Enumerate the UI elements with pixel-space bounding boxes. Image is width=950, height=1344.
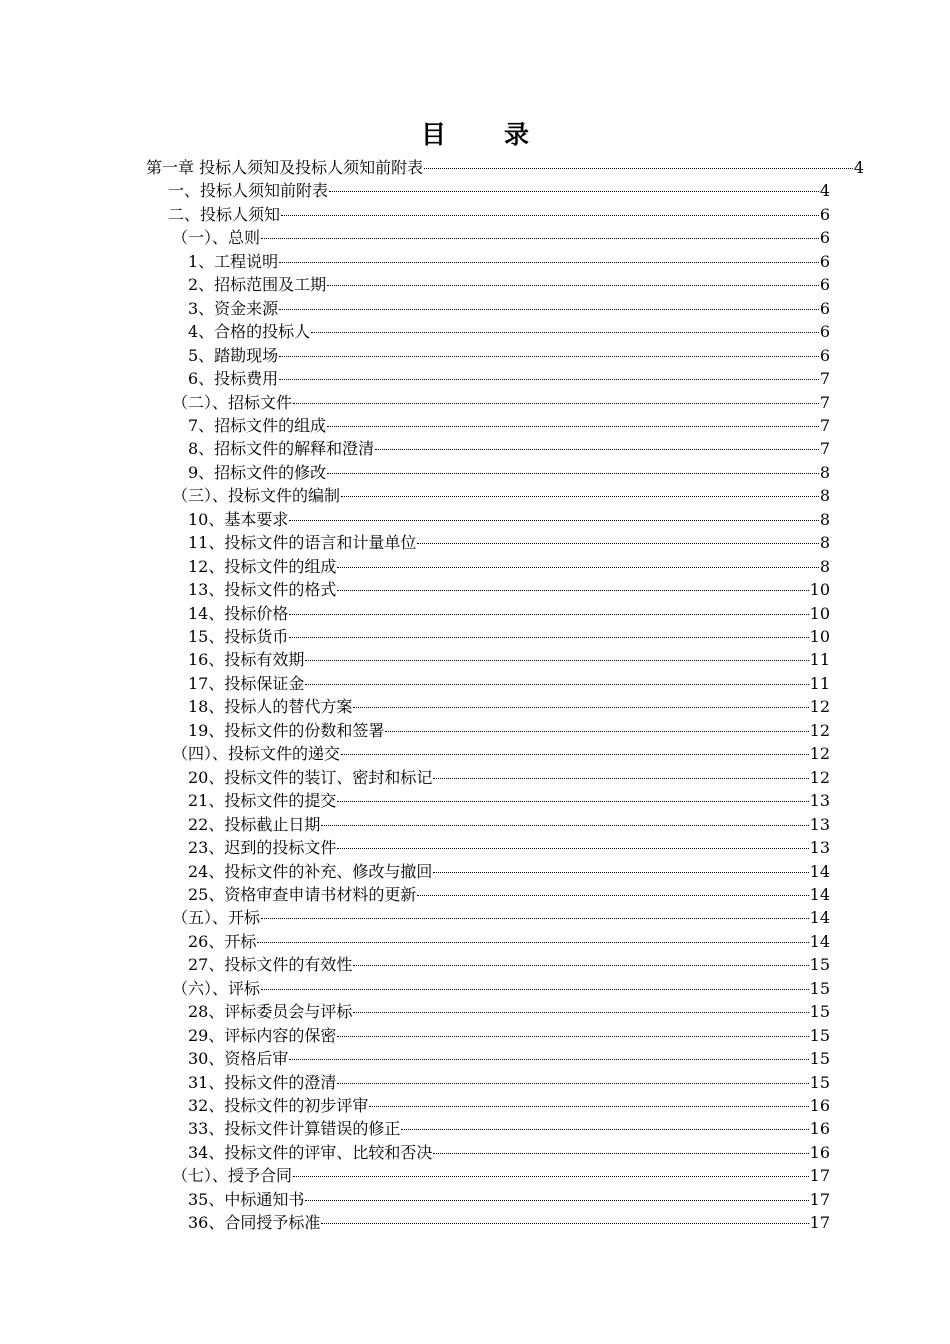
toc-entry-label: 2、招标范围及工期 bbox=[188, 275, 327, 295]
toc-entry-label: 5、踏勘现场 bbox=[188, 345, 279, 365]
toc-entry-label: 13、投标文件的格式 bbox=[188, 580, 337, 600]
toc-entry[interactable] bbox=[188, 695, 830, 718]
toc-entry-page-number: 4 bbox=[819, 181, 830, 201]
toc-entry[interactable] bbox=[172, 226, 830, 249]
toc-entry[interactable] bbox=[188, 1141, 830, 1164]
dot-leader bbox=[289, 520, 818, 521]
dot-leader bbox=[321, 1223, 808, 1224]
toc-entry[interactable] bbox=[188, 1000, 830, 1023]
toc-entry-page-number: 8 bbox=[819, 556, 830, 576]
toc-entry-page-number: 15 bbox=[809, 1072, 830, 1092]
toc-entry-page-number: 14 bbox=[809, 861, 830, 881]
toc-entry[interactable] bbox=[188, 1188, 830, 1211]
dot-leader bbox=[279, 309, 819, 310]
toc-entry-page-number: 17 bbox=[809, 1166, 830, 1186]
dot-leader bbox=[311, 332, 819, 333]
toc-entry-label: 35、中标通知书 bbox=[188, 1189, 305, 1209]
toc-entry[interactable] bbox=[172, 484, 830, 507]
toc-entry-label: 6、投标费用 bbox=[188, 369, 279, 389]
toc-entry-label: 22、投标截止日期 bbox=[188, 814, 321, 834]
toc-entry-page-number: 13 bbox=[809, 838, 830, 858]
toc-entry-label: 1、工程说明 bbox=[188, 251, 279, 271]
toc-entry-page-number: 8 bbox=[819, 509, 830, 529]
toc-entry[interactable] bbox=[172, 391, 830, 414]
toc-entry-label: 28、评标委员会与评标 bbox=[188, 1002, 353, 1022]
toc-entry-page-number: 7 bbox=[819, 369, 830, 389]
toc-entry-label: 7、招标文件的组成 bbox=[188, 415, 327, 435]
toc-entry[interactable] bbox=[188, 531, 830, 554]
toc-entry-label: 25、资格审查申请书材料的更新 bbox=[188, 884, 417, 904]
toc-entry-label: 17、投标保证金 bbox=[188, 673, 305, 693]
toc-entry-label: 12、投标文件的组成 bbox=[188, 556, 337, 576]
toc-entry[interactable] bbox=[188, 953, 830, 976]
toc-entry-label: 3、资金来源 bbox=[188, 298, 279, 318]
toc-entry-page-number: 10 bbox=[809, 603, 830, 623]
toc-entry-page-number: 14 bbox=[809, 908, 830, 928]
toc-entry-page-number: 10 bbox=[809, 580, 830, 600]
dot-leader bbox=[341, 496, 819, 497]
dot-leader bbox=[369, 1106, 808, 1107]
toc-entry[interactable] bbox=[188, 1071, 830, 1094]
toc-entry-page-number: 6 bbox=[819, 251, 830, 271]
toc-entry-page-number: 11 bbox=[809, 650, 830, 670]
toc-entry-label: （三）、投标文件的编制 bbox=[172, 486, 341, 506]
dot-leader bbox=[279, 262, 819, 263]
toc-entry-label: 29、评标内容的保密 bbox=[188, 1025, 337, 1045]
toc-entry-label: 19、投标文件的份数和签署 bbox=[188, 720, 385, 740]
toc-entry[interactable] bbox=[172, 977, 830, 1000]
toc-entry-page-number: 8 bbox=[819, 486, 830, 506]
dot-leader bbox=[424, 168, 853, 169]
toc-entry[interactable] bbox=[172, 742, 830, 765]
toc-entry-label: 23、迟到的投标文件 bbox=[188, 838, 337, 858]
dot-leader bbox=[417, 895, 808, 896]
toc-entry[interactable] bbox=[188, 648, 830, 671]
toc-entry[interactable] bbox=[188, 789, 830, 812]
toc-entry-page-number: 15 bbox=[809, 955, 830, 975]
toc-entry-page-number: 6 bbox=[819, 228, 830, 248]
dot-leader bbox=[337, 1083, 808, 1084]
toc-entry-label: （六）、评标 bbox=[172, 978, 261, 998]
toc-entry-label: （一）、总则 bbox=[172, 228, 261, 248]
toc-entry[interactable] bbox=[188, 414, 830, 437]
toc-entry[interactable] bbox=[188, 273, 830, 296]
toc-entry[interactable] bbox=[188, 1047, 830, 1070]
dot-leader bbox=[375, 449, 819, 450]
toc-entry-page-number: 6 bbox=[819, 322, 830, 342]
toc-entry-page-number: 6 bbox=[819, 204, 830, 224]
toc-entry-label: （七）、授予合同 bbox=[172, 1166, 293, 1186]
toc-entry-page-number: 4 bbox=[853, 158, 864, 177]
toc-entry[interactable] bbox=[188, 508, 830, 531]
toc-entry-page-number: 10 bbox=[809, 627, 830, 646]
toc-entry-page-number: 7 bbox=[819, 392, 830, 412]
toc-entry[interactable] bbox=[188, 344, 830, 367]
toc-entry[interactable] bbox=[188, 930, 830, 953]
toc-entry[interactable] bbox=[146, 156, 864, 179]
dot-leader bbox=[261, 989, 809, 990]
toc-entry-page-number: 12 bbox=[809, 744, 830, 764]
dot-leader bbox=[341, 754, 809, 755]
toc-entry-label: 26、开标 bbox=[188, 931, 257, 951]
toc-entry[interactable] bbox=[188, 719, 830, 742]
toc-entry-page-number: 7 bbox=[819, 415, 830, 435]
toc-entry-label: 33、投标文件计算错误的修正 bbox=[188, 1119, 401, 1139]
toc-entry-label: 4、合格的投标人 bbox=[188, 322, 311, 342]
toc-entry-page-number: 17 bbox=[809, 1189, 830, 1209]
toc-entry[interactable] bbox=[188, 766, 830, 789]
toc-entry[interactable] bbox=[188, 437, 830, 460]
dot-leader bbox=[279, 356, 819, 357]
toc-entry[interactable] bbox=[188, 625, 830, 648]
toc-entry[interactable] bbox=[188, 367, 830, 390]
toc-entry-page-number: 6 bbox=[819, 345, 830, 365]
toc-entry-label: 20、投标文件的装订、密封和标记 bbox=[188, 767, 433, 787]
toc-entry[interactable] bbox=[188, 602, 830, 625]
toc-entry-page-number: 7 bbox=[819, 439, 830, 459]
toc-entry-page-number: 6 bbox=[819, 298, 830, 318]
dot-leader bbox=[385, 731, 808, 732]
toc-entry[interactable] bbox=[188, 297, 830, 320]
toc-entry[interactable] bbox=[188, 555, 830, 578]
toc-entry-page-number: 6 bbox=[819, 275, 830, 295]
dot-leader bbox=[257, 942, 808, 943]
toc-entry[interactable] bbox=[172, 1164, 830, 1187]
toc-entry[interactable] bbox=[188, 1117, 830, 1140]
toc-entry-label: 27、投标文件的有效性 bbox=[188, 955, 353, 975]
toc-entry[interactable] bbox=[188, 250, 830, 273]
toc-entry-page-number: 16 bbox=[809, 1119, 830, 1139]
dot-leader bbox=[329, 191, 819, 192]
toc-entry-label: 30、资格后审 bbox=[188, 1049, 289, 1069]
toc-entry-label: 18、投标人的替代方案 bbox=[188, 697, 353, 717]
toc-entry-page-number: 16 bbox=[809, 1096, 830, 1115]
toc-entry-page-number: 13 bbox=[809, 791, 830, 811]
dot-leader bbox=[353, 707, 808, 708]
toc-entry-label: （二）、招标文件 bbox=[172, 392, 293, 412]
dot-leader bbox=[433, 872, 808, 873]
toc-entry-label: 二、投标人须知 bbox=[168, 204, 281, 224]
dot-leader bbox=[289, 1059, 808, 1060]
toc-entry[interactable] bbox=[168, 203, 830, 226]
dot-leader bbox=[321, 825, 808, 826]
dot-leader bbox=[353, 965, 808, 966]
toc-entry-page-number: 12 bbox=[809, 697, 830, 717]
toc-entry-label: （五）、开标 bbox=[172, 908, 261, 928]
dot-leader bbox=[327, 285, 819, 286]
title-char-2: 录 bbox=[504, 120, 530, 149]
toc-entry-page-number: 14 bbox=[809, 884, 830, 904]
toc-entry-page-number: 15 bbox=[809, 1025, 830, 1045]
toc-entry-label: 10、基本要求 bbox=[188, 509, 289, 529]
dot-leader bbox=[261, 918, 809, 919]
toc-entry[interactable] bbox=[188, 461, 830, 484]
toc-entry-page-number: 15 bbox=[809, 1049, 830, 1069]
toc-entry[interactable] bbox=[188, 860, 830, 883]
toc-entry-page-number: 17 bbox=[809, 1213, 830, 1233]
dot-leader bbox=[289, 614, 808, 615]
toc-entry-page-number: 15 bbox=[809, 978, 830, 998]
dot-leader bbox=[293, 403, 819, 404]
dot-leader bbox=[293, 1176, 809, 1177]
dot-leader bbox=[305, 660, 808, 661]
toc-entry-page-number: 8 bbox=[819, 533, 830, 553]
dot-leader bbox=[337, 848, 808, 849]
toc-entry-page-number: 13 bbox=[809, 814, 830, 834]
toc-entry-label: 34、投标文件的评审、比较和否决 bbox=[188, 1142, 433, 1162]
toc-entry-label: 31、投标文件的澄清 bbox=[188, 1072, 337, 1092]
dot-leader bbox=[337, 1036, 808, 1037]
toc-entry-label: 8、招标文件的解释和澄清 bbox=[188, 439, 375, 459]
toc-entry-page-number: 16 bbox=[809, 1142, 830, 1162]
toc-entry-label: （四）、投标文件的递交 bbox=[172, 744, 341, 764]
dot-leader bbox=[261, 238, 819, 239]
toc-entry-label: 第一章 投标人须知及投标人须知前附表 bbox=[146, 158, 424, 177]
toc-entry[interactable] bbox=[188, 813, 830, 836]
toc-entry[interactable] bbox=[188, 1094, 830, 1117]
toc-entry-label: 14、投标价格 bbox=[188, 603, 289, 623]
dot-leader bbox=[289, 637, 808, 638]
dot-leader bbox=[353, 1012, 808, 1013]
toc-entry-label: 21、投标文件的提交 bbox=[188, 791, 337, 811]
toc-entry-page-number: 15 bbox=[809, 1002, 830, 1022]
dot-leader bbox=[305, 1200, 808, 1201]
toc-entry-label: 16、投标有效期 bbox=[188, 650, 305, 670]
dot-leader bbox=[337, 801, 808, 802]
toc-entry-label: 15、投标货币 bbox=[188, 627, 289, 646]
toc-entry-label: 11、投标文件的语言和计量单位 bbox=[188, 533, 417, 553]
toc-entry-label: 36、合同授予标准 bbox=[188, 1213, 321, 1233]
toc-entry-page-number: 14 bbox=[809, 931, 830, 951]
toc-entry-label: 一、投标人须知前附表 bbox=[168, 181, 329, 201]
toc-entry-page-number: 8 bbox=[819, 462, 830, 482]
dot-leader bbox=[417, 543, 818, 544]
toc-entry[interactable] bbox=[188, 1211, 830, 1234]
toc-entry-page-number: 11 bbox=[809, 673, 830, 693]
dot-leader bbox=[305, 684, 808, 685]
dot-leader bbox=[337, 590, 808, 591]
dot-leader bbox=[401, 1129, 808, 1130]
toc-entry-page-number: 12 bbox=[809, 720, 830, 740]
toc-entry[interactable] bbox=[188, 836, 830, 859]
toc-entry-label: 32、投标文件的初步评审 bbox=[188, 1096, 369, 1115]
toc-entry[interactable] bbox=[188, 320, 830, 343]
dot-leader bbox=[279, 379, 819, 380]
toc-entry-label: 24、投标文件的补充、修改与撤回 bbox=[188, 861, 433, 881]
toc-entry[interactable] bbox=[188, 1024, 830, 1047]
toc-entry[interactable] bbox=[168, 179, 830, 202]
dot-leader bbox=[281, 215, 819, 216]
toc-entry[interactable] bbox=[188, 672, 830, 695]
dot-leader bbox=[433, 1153, 808, 1154]
toc-entry[interactable] bbox=[188, 883, 830, 906]
dot-leader bbox=[327, 473, 819, 474]
title-char-1: 目 bbox=[420, 120, 446, 149]
dot-leader bbox=[327, 426, 819, 427]
dot-leader bbox=[433, 778, 808, 779]
toc-entry-label: 9、招标文件的修改 bbox=[188, 462, 327, 482]
toc-entry-page-number: 12 bbox=[809, 767, 830, 787]
dot-leader bbox=[337, 567, 818, 568]
toc-entry[interactable] bbox=[172, 906, 830, 929]
toc-entry[interactable] bbox=[188, 578, 830, 601]
